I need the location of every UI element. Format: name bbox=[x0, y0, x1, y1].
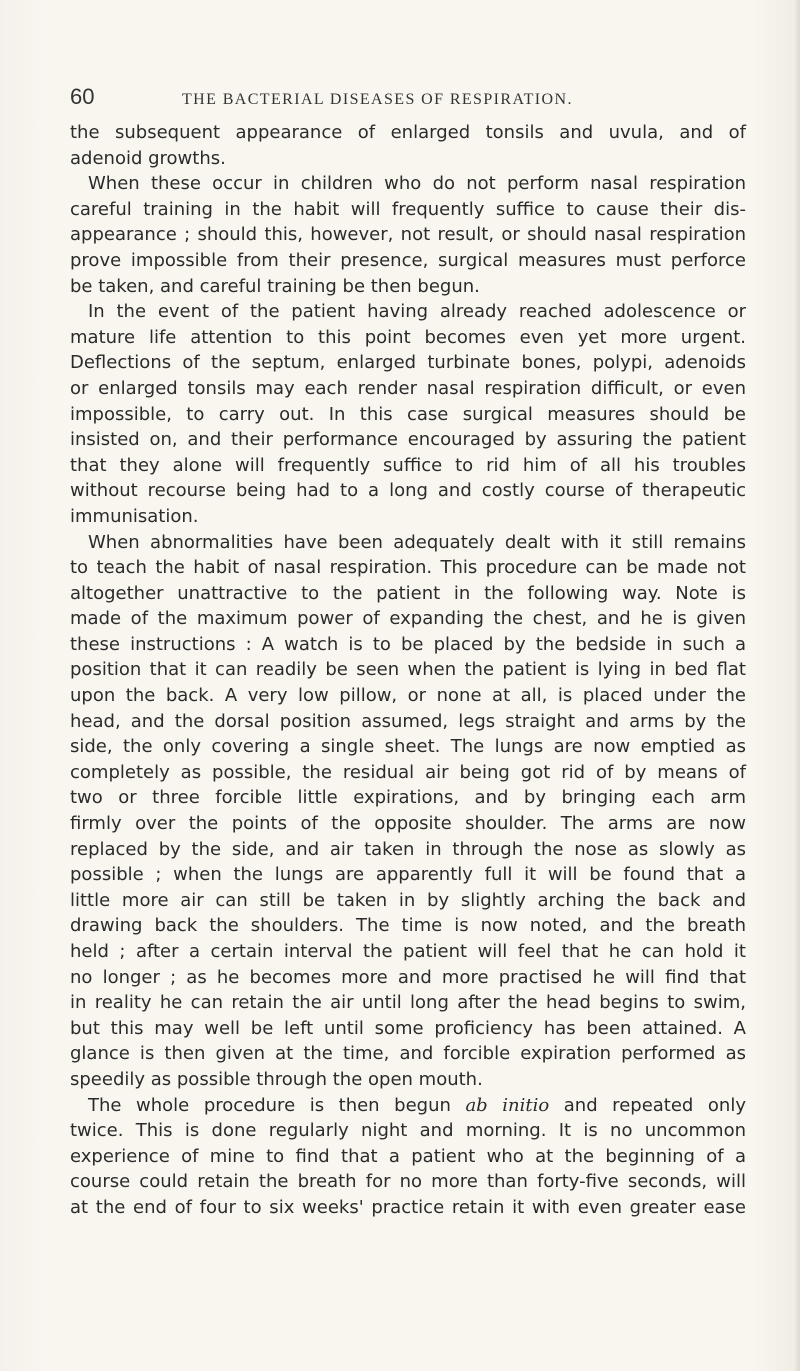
text-line: Deflections of the septum, enlarged turbinate bones, polypi, adenoids bbox=[70, 352, 746, 374]
text-line: these instructions : A watch is to be placed by the bedside in such a bbox=[70, 633, 746, 655]
text-line: glance is then given at the time, and forcible expiration performed as bbox=[70, 1043, 746, 1065]
text-line: side, the only covering a single sheet. The lungs are now emptied as bbox=[70, 736, 746, 758]
text-line: no longer ; as he becomes more and more practised he will find that bbox=[70, 966, 746, 988]
text-line: insisted on, and their performance encouraged by assuring the patient bbox=[70, 429, 746, 451]
page-edge-shadow bbox=[794, 0, 800, 1371]
text-line: little more air can still be taken in by slightly arching the back and bbox=[70, 889, 746, 911]
text-line: position that it can readily be seen when the patient is lying in bed flat bbox=[70, 659, 746, 681]
paragraph-4 bbox=[70, 530, 746, 1093]
text-line: head, and the dorsal position assumed, legs straight and arms by the bbox=[70, 710, 746, 732]
text-line: drawing back the shoulders. The time is now noted, and the breath bbox=[70, 915, 746, 937]
text-run: The whole procedure is then begun bbox=[88, 1094, 466, 1116]
text-line: speedily as possible through the open mouth. bbox=[70, 1068, 483, 1090]
text-line: appearance ; should this, however, not result, or should nasal respiration bbox=[70, 224, 746, 246]
text-line: without recourse being had to a long and costly course of therapeutic bbox=[70, 480, 746, 502]
text-line: but this may well be left until some proficiency has been attained. A bbox=[70, 1017, 746, 1039]
text-line: completely as possible, the residual air being got rid of by means of bbox=[70, 761, 746, 783]
text-line: made of the maximum power of expanding the chest, and he is given bbox=[70, 608, 746, 630]
body-text bbox=[70, 120, 746, 1221]
text-line: be taken, and careful training be then begun. bbox=[70, 275, 480, 297]
text-line: careful training in the habit will frequently suffice to cause their dis- bbox=[70, 198, 746, 220]
italic-phrase: ab initio bbox=[465, 1094, 550, 1116]
text-line: upon the back. A very low pillow, or none at all, is placed under the bbox=[70, 685, 746, 707]
text-line: adenoid growths. bbox=[70, 147, 226, 169]
text-line-with-italic bbox=[70, 1093, 746, 1119]
paragraph-3 bbox=[70, 299, 746, 529]
text-line: altogether unattractive to the patient in the following way. Note is bbox=[70, 582, 746, 604]
text-line: experience of mine to find that a patient who at the beginning of a bbox=[70, 1145, 746, 1167]
text-line: the subsequent appearance of enlarged tonsils and uvula, and of bbox=[70, 122, 746, 143]
text-line: mature life attention to this point becomes even yet more urgent. bbox=[70, 326, 746, 348]
text-line: twice. This is done regularly night and morning. It is no uncommon bbox=[70, 1120, 746, 1142]
text-line: course could retain the breath for no more than forty-five seconds, will bbox=[70, 1171, 746, 1193]
text-line: impossible, to carry out. In this case surgical measures should be bbox=[70, 403, 746, 425]
running-head: THE BACTERIAL DISEASES OF RESPIRATION. bbox=[182, 91, 573, 108]
text-line: to teach the habit of nasal respiration. This procedure can be made not bbox=[70, 557, 746, 579]
text-line: at the end of four to six weeks' practice retain it with even greater ease bbox=[70, 1196, 746, 1218]
text-line: prove impossible from their presence, surgical measures must perforce bbox=[70, 249, 746, 271]
text-line: or enlarged tonsils may each render nasal respiration difficult, or even bbox=[70, 377, 746, 399]
page-header bbox=[70, 84, 750, 114]
text-line: possible ; when the lungs are apparently full it will be found that a bbox=[70, 864, 746, 886]
paragraph-5 bbox=[70, 1093, 746, 1221]
text-line: that they alone will frequently suffice to rid him of all his troubles bbox=[70, 454, 746, 476]
text-line: When these occur in children who do not perform nasal respiration bbox=[88, 173, 746, 195]
text-line: held ; after a certain interval the patient will feel that he can hold it bbox=[70, 941, 746, 962]
text-line: When abnormalities have been adequately dealt with it still remains bbox=[88, 531, 746, 553]
paragraph-2 bbox=[70, 171, 746, 299]
page-number: 60 bbox=[70, 84, 95, 109]
text-line: replaced by the side, and air taken in through the nose as slowly as bbox=[70, 838, 746, 860]
text-line: in reality he can retain the air until long after the head begins to swim, bbox=[70, 992, 746, 1014]
text-line: In the event of the patient having already reached adolescence or bbox=[88, 301, 746, 323]
text-line: two or three forcible little expirations, and by bringing each arm bbox=[70, 787, 746, 809]
text-line: immunisation. bbox=[70, 505, 199, 527]
paragraph-1 bbox=[70, 120, 746, 171]
text-line: firmly over the points of the opposite shoulder. The arms are now bbox=[70, 813, 746, 835]
text-run: and repeated only bbox=[549, 1094, 746, 1116]
